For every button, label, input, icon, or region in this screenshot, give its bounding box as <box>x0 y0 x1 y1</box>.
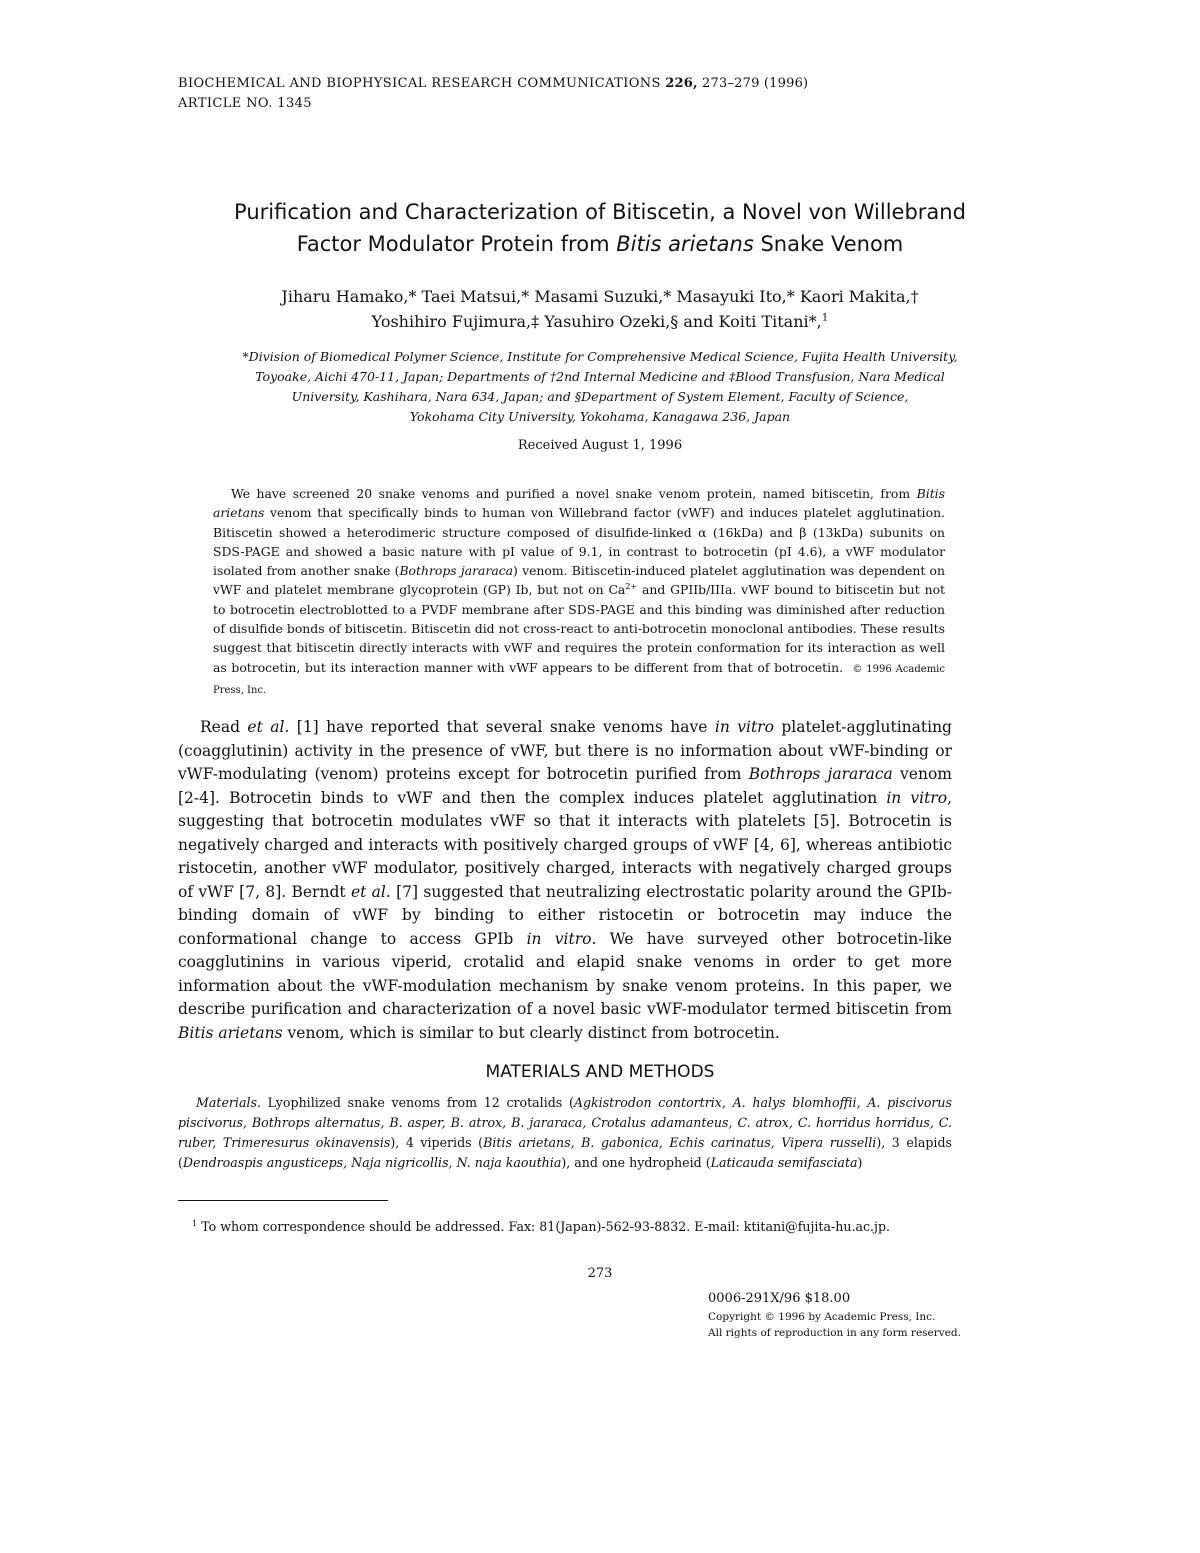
affiliations: *Division of Biomedical Polymer Science, Institute for Comprehensive Medical Science, Fujita Health University, Toyoake, Aichi 470-11, Japan; Departments of †2nd Internal Medicine and ‡Blood Transfusion, Nara Medical University, Kashihara, Nara 634, Japan; and §Department of System Element, Faculty of Science, Yokohama City University, Yokohama, Kanagawa 236, Japan <box>242 349 958 424</box>
footnote-divider <box>178 1200 388 1201</box>
article-number: ARTICLE NO. 1345 <box>178 96 312 111</box>
page-number: 273 <box>587 1266 613 1281</box>
authors-line-1: Jiharu Hamako,* Taei Matsui,* Masami Suzuki,* Masayuki Ito,* Kaori Makita,† <box>281 287 919 306</box>
footnote: $^1$ To whom correspondence should be addressed. Fax: 81(Japan)-562-93-8832. E-mail: ktitani@fujita-hu.ac.jp. <box>192 1217 891 1234</box>
title-line-2: Factor Modulator Protein from Bitis arietans Snake Venom <box>296 232 904 256</box>
title-species: Bitis arietans <box>616 232 754 256</box>
abstract: We have screened 20 snake venoms and purified a novel snake venom protein, named bitiscetin, from Bitis arietans venom that specifically binds to human von Willebrand factor (vWF) and induces platelet agglutination. Bitiscetin showed a heterodimeric structure composed of disulfide-linked α (16kDa) and β (13kDa) subunits on SDS-PAGE and showed a basic nature with pI value of 9.1, in contrast to botrocetin (pI 4.6), a vWF modulator isolated from another snake (Bothrops jararaca) venom. Bitiscetin-induced platelet agglutination was dependent on vWF and platelet membrane glycoprotein (GP) Ib, but not on $Ca^{2+}$ and GPIIb/IIIa. vWF bound to bitiscetin but not to botrocetin electroblotted to a PVDF membrane after SDS-PAGE and this binding was diminished after reduction of disulfide bonds of bitiscetin. Bitiscetin did not cross-react to anti-botrocetin monoclonal antibodies. These results suggest that bitiscetin directly interacts with vWF and requires the protein conformation for its interaction as well as botrocetin, but its interaction manner with vWF appears to be different from that of botrocetin. © 1996 Academic Press, Inc. <box>213 486 946 696</box>
issn-price: 0006-291X/96 $18.00 <box>708 1291 851 1306</box>
methods-paragraph: Materials. Lyophilized snake venoms from 12 crotalids (Agkistrodon contortrix, A. halys blomhoffii, A. piscivorus piscivorus, Bothrops alternatus, B. asper, B. atrox, B. jararaca, Crotalus adamanteus, C. atrox, C. horridus horridus, C. ruber, Trimeresurus okinavensis), 4 viperids (Bitis arietans, B. gabonica, Echis carinatus, Vipera russelli), 3 elapids (Dendroaspis angusticeps, Naja nigricollis, N. naja kaouthia), and one hydropheid (Laticauda semifasciata) <box>178 1095 953 1170</box>
copyright-notice: Copyright © 1996 by Academic Press, Inc. All rights of reproduction in any form reserved. <box>708 1311 961 1339</box>
introduction-paragraph: Read et al. [1] have reported that several snake venoms have in vitro platelet-agglutinating (coagglutinin) activity in the presence of vWF, but there is no information about vWF-binding or vWF-modulating (venom) proteins except for botrocetin purified from Bothrops jararaca venom [2-4]. Botrocetin binds to vWF and then the complex induces platelet agglutination in vitro, suggesting that botrocetin modulates vWF so that it interacts with platelets [5]. Botrocetin is negatively charged and interacts with positively charged groups of vWF [4, 6], whereas antibiotic ristocetin, another vWF modulator, positively charged, interacts with negatively charged groups of vWF [7, 8]. Berndt et al. [7] suggested that neutralizing electrostatic polarity around the GPIb-binding domain of vWF by binding to either ristocetin or botrocetin may induce the conformational change to access GPIb in vitro. We have surveyed other botrocetin-like coagglutinins in various viperid, crotalid and elapid snake venoms in order to get more information about the vWF-modulation mechanism by snake venom proteins. In this paper, we describe purification and characterization of a novel basic vWF-modulator termed bitiscetin from Bitis arietans venom, which is similar to but clearly distinct from botrocetin. <box>178 718 952 1042</box>
paper-title <box>150 196 1050 260</box>
author-list <box>150 284 1050 334</box>
journal-volume: 226, <box>665 76 698 91</box>
authors-line-2: Yoshihiro Fujimura,‡ Yasuhiro Ozeki,§ and Koiti Titani*,$^1$ <box>371 311 829 331</box>
journal-header <box>178 74 808 114</box>
abstract-copyright: © 1996 Academic Press, Inc. <box>213 663 945 696</box>
section-heading: MATERIALS AND METHODS <box>485 1062 715 1082</box>
journal-pages: 273–279 (1996) <box>702 76 809 91</box>
journal-name: BIOCHEMICAL AND BIOPHYSICAL RESEARCH COMMUNICATIONS <box>178 76 661 91</box>
received-date: Received August 1, 1996 <box>517 438 683 453</box>
title-line-1: Purification and Characterization of Bitiscetin, a Novel von Willebrand <box>234 200 966 224</box>
